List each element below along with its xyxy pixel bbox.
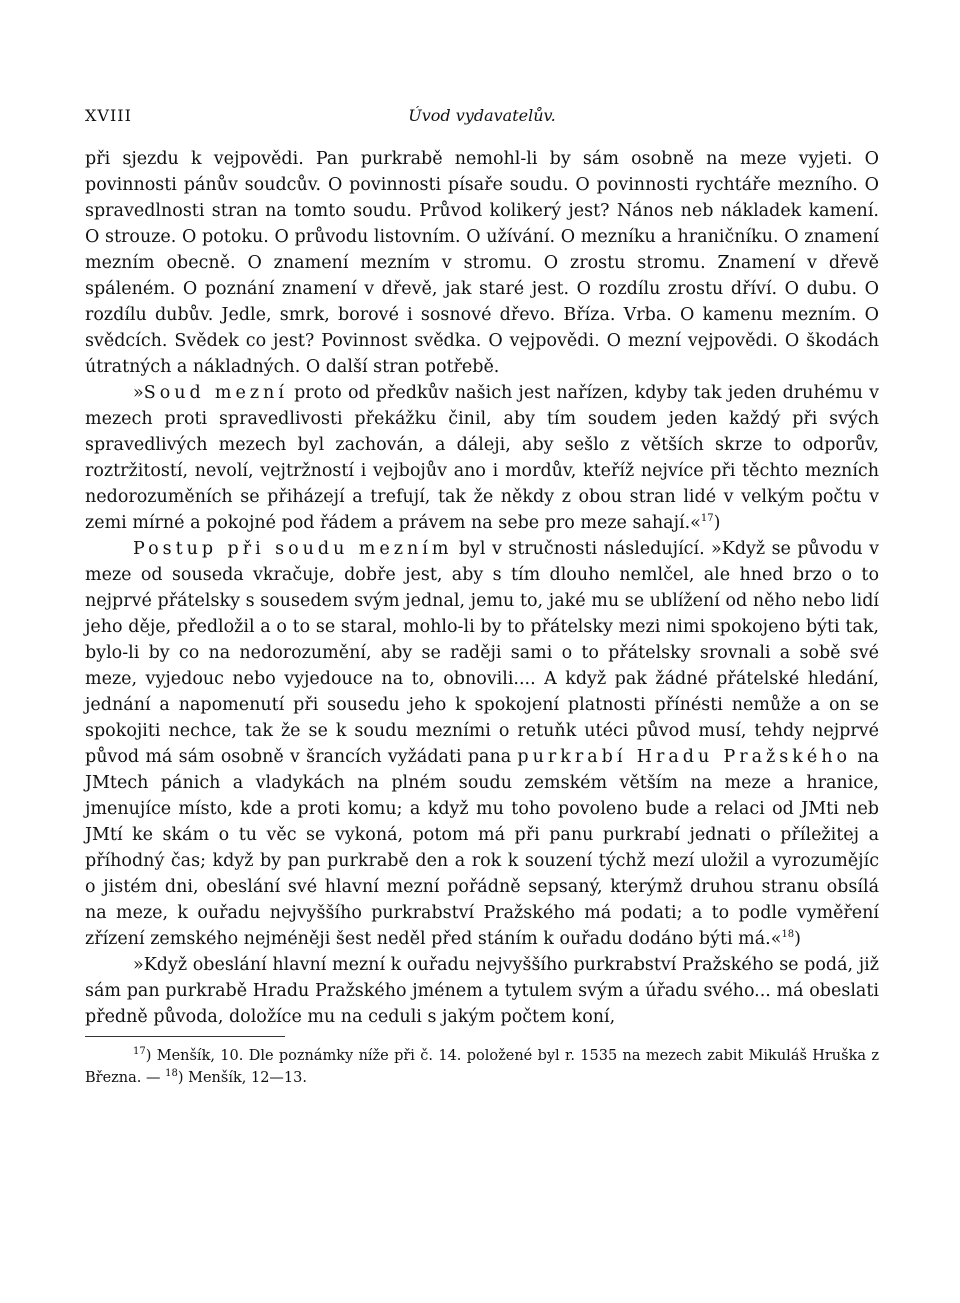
page (85, 96, 879, 1089)
chapter-summary: při sjezdu k vejpovědi. Pan purkrabě nemohl-li by sám osobně na meze vyjeti. O povinnosti pánův soudcův. O povinnosti písaře soudu. O povinnosti rychtáře mezního. O spravedlnosti stran na tomto soudu. Průvod kolikerý jest? Nános neb nákladek kamení. O strouze. O potoku. O průvodu listovním. O užívání. O mezníku a hraničníku. O znamení mezním obecně. O znamení mezním v stromu. O zrostu stromu. Znamení v dřevě spáleném. O poznání znamení v dřevě, jak staré jest. O rozdílu zrostu dříví. O dubu. O rozdílu dubův. Jedle, smrk, borové i sosnové dřevo. Bříza. Vrba. O kamenu mezním. O svědcích. Svědek co jest? Povinnost svědka. O vejpovědi. O mezní vejpovědi. O škodách útratných a nákladných. O další stran potřebě. (85, 149, 879, 377)
footnote-ref-close: ) (794, 929, 801, 949)
open-quote: » (133, 383, 144, 403)
footnotes (85, 1045, 879, 1089)
paragraph-postup (85, 536, 879, 952)
spaced-term: Postup při soudu mezním (133, 539, 453, 559)
footnote-ref-close: ) (713, 513, 721, 533)
footnote-ref: 18 (781, 929, 795, 941)
paragraph-text: byl v stručnosti následující. »Když se původu v meze od souseda vkračuje, dobře jest, aby s tím dlouho nemlčel, ale hned brzo o to nejprvé přátelsky s sousedem svým jednal, jemu to, jaké mu se ublížení od něho nebo lidí jeho děje, předložil a o to se staral, mohlo-li by to přátelsky mezi nimi spokojeno býti tak, bylo-li by co na nedorozumění, aby se raději sami o to přátelsky srovnali a sobě své meze, vyjedouc nebo vyjedouce na to, obnovili.... A když pak žádné přátelské hledání, jednání a napomenutí při sousedu jeho k spokojení platnosti přínésti nemůže a on se spokojiti nechce, tak že se k soudu mezními o retuňk utéci původ musí, tehdy nejprvé původ má sám osobně v šrancích vyžádati pana (85, 539, 880, 767)
spaced-term-purkrabi: purkrabí Hradu Pražského (517, 747, 852, 767)
running-title: Úvod vydavatelův. (408, 106, 556, 125)
paragraph-text: proto od předkův našich jest nařízen, kdyby tak jeden druhému v mezech proti spravedlivosti překážku činil, aby tím soudem jeden každý při svých spravedlivých mezech byl zachován, a dáleji, aby sešlo z větších skrze to odporův, roztržitostí, nevolí, vejtržností i vejbojův ano i mordův, kteříž nejvíce při těchto mezních nedorozuměních se přiházejí a trefují, tak že někdy z obou stran lidé v velkým počtu v zemi mírné a pokojné pod řádem a právem na sebe pro meze sahají.« (85, 383, 879, 533)
footnote-18: ) Menšík, 12—13. (177, 1070, 307, 1086)
page-number: XVIII (85, 106, 132, 125)
footnote-17: ) Menšík, 10. Dle poznámky níže při č. 14. položené byl r. 1535 na mezech zabit Mikuláš Hruška z Března. — (85, 1048, 879, 1086)
paragraph-soud-mezni (85, 380, 879, 536)
spaced-term: Soud mezní (143, 383, 288, 403)
paragraph-obeslani: »Když obeslání hlavní mezní k ouřadu nejvyššího purkrabství Pražského se podá, již sám pan purkrabě Hradu Pražského jménem a tytulem svým a úřadu svého... má obeslati předně původa, doložíce mu na ceduli s jakým počtem koní, (85, 955, 879, 1027)
footnote-marker-18: 18 (165, 1068, 178, 1080)
running-head (85, 96, 879, 126)
footnote-marker-17: 17 (133, 1046, 146, 1058)
paragraph-text-continued: na JMtech pánich a vladykách na plném soudu zemském větším na meze a hranice, jmenujíce místo, kde a proti komu; a když mu toho povoleno bude a relaci od JMti neb JMtí ke skám o tu věc se vykoná, potom má při panu purkrabí jednati o příležitej a příhodný čas; když by pan purkrabě den a rok k souzení týchž mezí uložil a vyrozumějíc o jistém dni, obeslání své hlavní mezní pořádně sepsaný, kterýmž druhou stranu obsílá na meze, k ouřadu nejvyššího purkrabství Pražského má podati; a to podle vyměření zřízení zemského nejméněji šest neděl před stáním k ouřadu dodáno býti má.« (85, 747, 879, 949)
footnote-ref: 17 (700, 513, 714, 525)
footnote-rule (85, 1036, 285, 1037)
